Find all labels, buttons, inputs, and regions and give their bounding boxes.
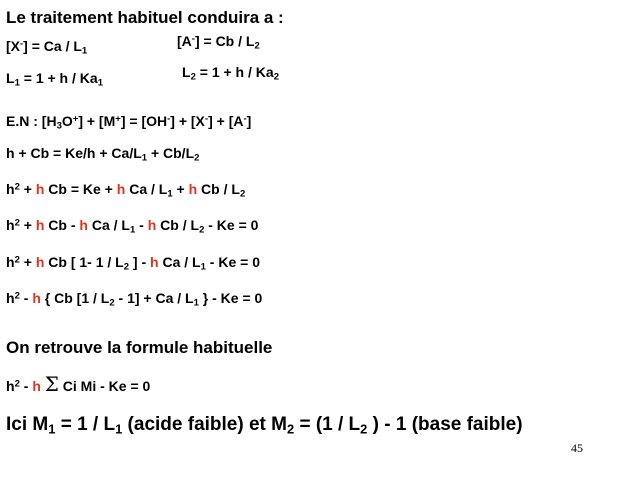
formula-text: h [6, 181, 15, 197]
sigma-symbol: Σ [44, 372, 59, 396]
superscript: - [243, 113, 247, 125]
subscript: 2 [199, 224, 205, 236]
section-heading: On retrouve la formule habituelle [6, 338, 273, 357]
formula-text: + [19, 217, 36, 233]
subscript: 1 [193, 297, 199, 309]
highlighted-variable: h [35, 254, 45, 270]
equation-step-5 [6, 290, 263, 309]
formula-text: Cb / L [197, 181, 240, 197]
formula-text: Cb [ 1- 1 / L [44, 254, 124, 270]
subscript: 2 [109, 297, 115, 309]
subscript: 1 [48, 421, 56, 437]
subscript: 1 [167, 188, 173, 200]
superscript: - [20, 38, 24, 50]
subscript: 1 [141, 152, 148, 164]
formula-text: ] + [X [170, 113, 205, 129]
highlighted-variable: h [116, 181, 126, 197]
formula-text: O [61, 113, 73, 129]
subscript: 3 [56, 120, 62, 132]
conclusion-equation [6, 414, 523, 436]
subscript: 2 [360, 421, 368, 437]
highlighted-variable: h [35, 217, 45, 233]
formula-text: h [6, 290, 15, 306]
formula-text: h [6, 378, 15, 394]
formula-text: - [19, 378, 33, 394]
formula-text: ] - [129, 254, 151, 270]
subscript: 2 [123, 261, 130, 273]
subscript: 1 [200, 261, 206, 273]
formula-text: E.N : [H [6, 113, 57, 129]
highlighted-variable: h [79, 217, 88, 233]
formula-text: Ci Mi - Ke = 0 [58, 378, 151, 394]
formula-text: h + Cb = Ke/h + Ca/L [6, 145, 142, 161]
superscript: 2 [14, 378, 20, 390]
highlighted-variable: h [35, 181, 45, 197]
formula-text: = (1 / L [294, 414, 361, 435]
superscript: - [204, 113, 209, 125]
subscript: 2 [286, 421, 295, 437]
formula-text: = 1 + h / Ka [19, 70, 98, 86]
superscript: + [72, 113, 79, 125]
formula-text: } - Ke = 0 [198, 290, 263, 306]
highlighted-variable: h [32, 378, 41, 394]
highlighted-variable: h [32, 290, 41, 306]
formula-text: - 1] + Ca / L [114, 290, 194, 306]
electroneutrality-equation [6, 113, 252, 132]
subscript: 1 [129, 224, 136, 236]
subscript: 2 [273, 71, 279, 83]
superscript: 2 [14, 217, 20, 229]
formula-text: [A [177, 33, 192, 49]
subscript: 2 [239, 188, 246, 200]
subscript: 1 [115, 421, 123, 437]
formula-text: h [6, 254, 15, 270]
formula-text: ] = [OH [120, 113, 168, 129]
superscript: - [167, 113, 171, 125]
formula-text: ) - 1 (base faible) [367, 414, 523, 435]
formula-text: - Ke = 0 [204, 217, 259, 233]
formula-text: Cb / L [156, 217, 200, 233]
formula-text: ] = Cb / L [194, 33, 255, 49]
superscript: 2 [14, 254, 20, 266]
formula-text: L [6, 70, 15, 86]
equation-step-3 [6, 217, 259, 236]
subscript: 1 [81, 45, 88, 57]
equation-x-concentration [6, 38, 88, 57]
formula-text: Ca / L [87, 217, 130, 233]
equation-step-6 [6, 372, 150, 396]
highlighted-variable: h [150, 254, 159, 270]
formula-text: (acide faible) et M [122, 414, 287, 435]
equation-l1 [6, 70, 103, 89]
subscript: 1 [14, 77, 20, 89]
formula-text: [X [6, 38, 20, 54]
superscript: - [191, 33, 195, 45]
superscript: 2 [14, 181, 20, 193]
subscript: 2 [194, 152, 200, 164]
formula-text: - Ke = 0 [205, 254, 260, 270]
formula-text: ] [246, 113, 252, 129]
formula-text: + [19, 181, 36, 197]
formula-text: Cb = Ke + [44, 181, 117, 197]
formula-text: + [172, 181, 189, 197]
formula-text: - [135, 217, 148, 233]
page-number: 45 [571, 441, 583, 455]
formula-text: ] + [M [78, 113, 116, 129]
formula-text: = 1 / L [55, 414, 116, 435]
formula-text: = 1 + h / Ka [195, 64, 274, 80]
equation-step-1 [6, 145, 200, 164]
highlighted-variable: h [147, 217, 157, 233]
subscript: 2 [254, 40, 260, 52]
formula-text: ] + [A [208, 113, 244, 129]
formula-text: Ca / L [158, 254, 201, 270]
formula-text: Cb - [44, 217, 80, 233]
formula-text: { Cb [1 / L [40, 290, 110, 306]
formula-text: - [19, 290, 33, 306]
subscript: 2 [190, 71, 196, 83]
equation-step-4 [6, 254, 260, 273]
slide-title: Le traitement habituel conduira a : [6, 8, 284, 27]
formula-text: Ici M [6, 414, 49, 435]
formula-text: + Cb/L [147, 145, 195, 161]
formula-text: L [182, 64, 191, 80]
formula-text: + [19, 254, 36, 270]
superscript: 2 [14, 290, 20, 302]
superscript: + [115, 113, 121, 125]
formula-text: ] = Ca / L [23, 38, 82, 54]
equation-a-concentration [177, 33, 260, 52]
equation-step-2 [6, 181, 246, 200]
equation-l2 [182, 64, 279, 83]
formula-text: h [6, 217, 15, 233]
formula-text: Ca / L [125, 181, 168, 197]
highlighted-variable: h [188, 181, 198, 197]
subscript: 1 [97, 77, 103, 89]
